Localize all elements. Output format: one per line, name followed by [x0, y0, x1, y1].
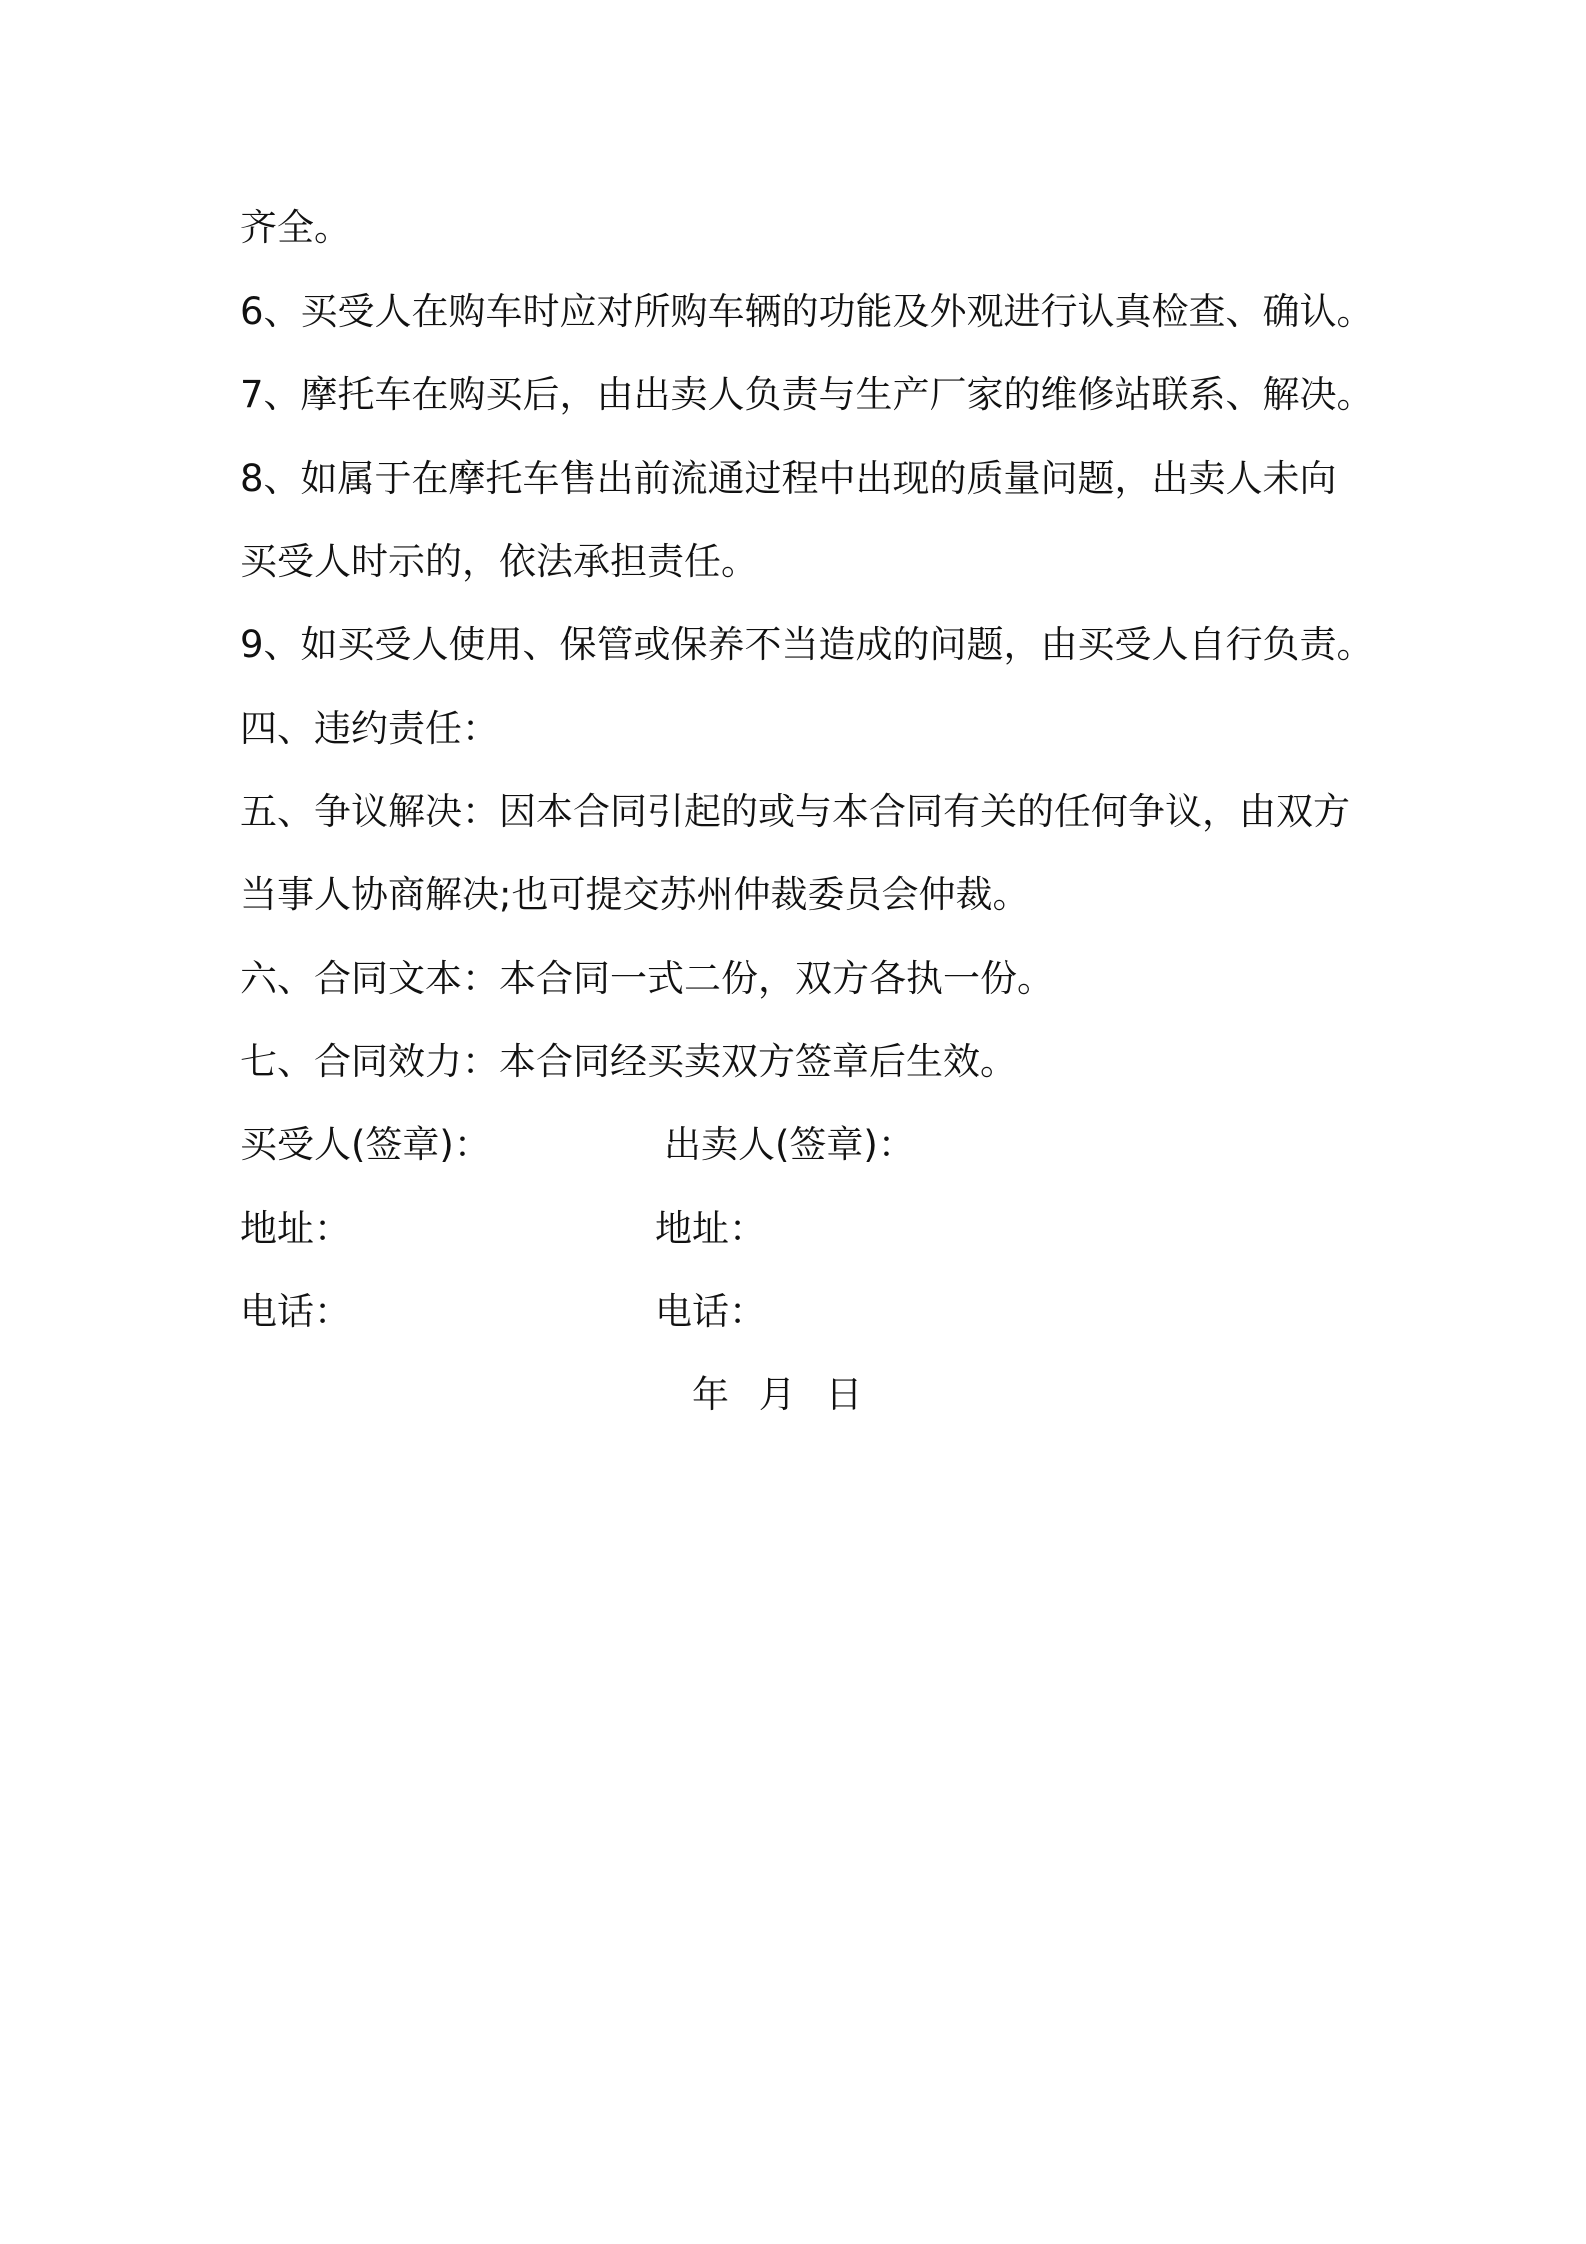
section-heading-breach: 四、违约责任： [240, 707, 499, 750]
buyer-signature-label: 买受人(签章)： [240, 1123, 491, 1166]
clause-6: 6、买受人在购车时应对所购车辆的功能及外观进行认真检查、确认。 [240, 290, 1374, 333]
seller-address-label: 地址： [655, 1207, 766, 1250]
buyer-address-label: 地址： [240, 1207, 351, 1250]
section-dispute: 五、争议解决：因本合同引起的或与本合同有关的任何争议，由双方 [240, 790, 1350, 833]
clause-8-continued: 买受人时示的，依法承担责任。 [240, 540, 758, 583]
clause-9: 9、如买受人使用、保管或保养不当造成的问题，由买受人自行负责。 [240, 623, 1374, 666]
section-contract-text: 六、合同文本：本合同一式二份，双方各执一份。 [240, 957, 1054, 1000]
section-contract-effect: 七、合同效力：本合同经买卖双方签章后生效。 [240, 1040, 1017, 1083]
clause-7: 7、摩托车在购买后，由出卖人负责与生产厂家的维修站联系、解决。 [240, 373, 1374, 416]
seller-phone-label: 电话： [655, 1290, 766, 1333]
section-dispute-continued: 当事人协商解决;也可提交苏州仲裁委员会仲裁。 [240, 873, 1030, 916]
date-line: 年 月 日 [692, 1373, 863, 1416]
clause-8: 8、如属于在摩托车售出前流通过程中出现的质量问题，出卖人未向 [240, 457, 1337, 500]
paragraph-line: 齐全。 [240, 206, 351, 249]
buyer-phone-label: 电话： [240, 1290, 351, 1333]
seller-signature-label: 出卖人(签章)： [664, 1123, 915, 1166]
